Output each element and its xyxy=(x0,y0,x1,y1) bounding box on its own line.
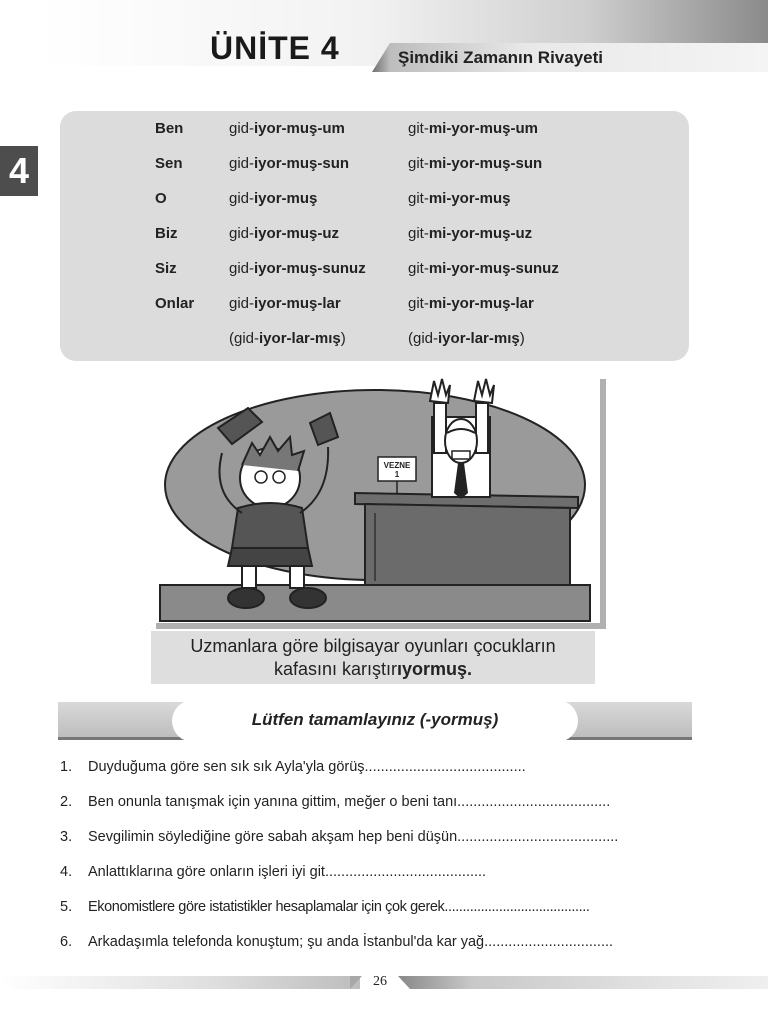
suffix: mi-yor-muş-uz xyxy=(428,225,533,242)
exercise-item xyxy=(60,934,700,954)
suffix: iyor-muş-uz xyxy=(254,225,340,242)
item-number: 1. xyxy=(60,759,73,775)
caption-line: Uzmanlara göre bilgisayar oyunları çocukların xyxy=(190,636,556,656)
conjugation-row xyxy=(60,120,689,140)
stem: gid- xyxy=(229,225,255,242)
conjugation-alt-row xyxy=(60,330,689,350)
suffix: mi-yor-muş-um xyxy=(428,120,539,137)
item-text: Duyduğuma göre sen sık sık Ayla'yla görüş........................................ xyxy=(88,759,526,775)
exercise-title: Lütfen tamamlayınız (-yormuş) xyxy=(251,710,499,729)
suffix: mi-yor-muş-lar xyxy=(428,295,534,312)
suffix: iyor-muş xyxy=(254,190,318,207)
alt-close: ) xyxy=(340,330,346,347)
alt-suffix: iyor-lar-mış xyxy=(438,330,520,347)
unit-title: ÜNİTE 4 xyxy=(210,30,340,66)
exercise-item xyxy=(60,759,700,779)
item-text: Anlattıklarına göre onların işleri iyi git........................................ xyxy=(88,864,487,880)
item-number: 3. xyxy=(60,829,73,845)
cartoon-illustration xyxy=(150,373,600,623)
stem: git- xyxy=(408,295,429,312)
unit-side-tab: 4 xyxy=(0,146,38,196)
stem: git- xyxy=(408,190,429,207)
conjugation-row xyxy=(60,260,689,280)
stem: gid- xyxy=(229,295,255,312)
item-text: Arkadaşımla telefonda konuştum; şu anda İstanbul'da kar yağ................................ xyxy=(88,934,614,950)
item-number: 6. xyxy=(60,934,73,950)
caption-bold: ıyormuş. xyxy=(397,659,473,679)
alt-open: (gid- xyxy=(408,330,439,347)
item-text: Ekonomistlere göre istatistikler hesaplamalar için çok gerek........................................ xyxy=(88,899,590,915)
pronoun: Ben xyxy=(155,120,184,137)
sign-number: 1 xyxy=(394,470,400,479)
suffix: mi-yor-muş-sunuz xyxy=(428,260,559,277)
pronoun: Sen xyxy=(155,155,183,172)
conjugation-row xyxy=(60,295,689,315)
item-number: 4. xyxy=(60,864,73,880)
stem: git- xyxy=(408,155,429,172)
suffix: iyor-muş-sun xyxy=(254,155,350,172)
alt-close: ) xyxy=(519,330,525,347)
stem: gid- xyxy=(229,155,255,172)
footer-band-left xyxy=(0,976,360,989)
exercise-item xyxy=(60,794,700,814)
sign-label: VEZNE xyxy=(383,461,411,470)
item-number: 5. xyxy=(60,899,73,915)
caption-plain: kafasını karıştır xyxy=(273,659,397,679)
suffix: iyor-muş-um xyxy=(254,120,345,137)
conjugation-row xyxy=(60,225,689,245)
illustration-caption xyxy=(151,631,595,684)
conjugation-row xyxy=(60,155,689,175)
item-text: Sevgilimin söylediğine göre sabah akşam hep beni düşün........................................ xyxy=(88,829,619,845)
pronoun: Biz xyxy=(155,225,178,242)
suffix: mi-yor-muş-sun xyxy=(428,155,543,172)
alt-open: (gid- xyxy=(229,330,260,347)
exercise-item xyxy=(60,899,700,919)
page-number: 26 xyxy=(373,974,387,989)
conjugation-row xyxy=(60,190,689,210)
suffix: iyor-muş-lar xyxy=(254,295,341,312)
pronoun: O xyxy=(155,190,167,207)
stem: gid- xyxy=(229,120,255,137)
suffix: mi-yor-muş xyxy=(428,190,511,207)
stem: git- xyxy=(408,120,429,137)
page-subtitle: Şimdiki Zamanın Rivayeti xyxy=(398,48,604,67)
footer-band-right xyxy=(398,976,768,989)
item-number: 2. xyxy=(60,794,73,810)
pronoun: Siz xyxy=(155,260,177,277)
alt-suffix: iyor-lar-mış xyxy=(259,330,341,347)
conjugation-box xyxy=(60,111,689,361)
pronoun: Onlar xyxy=(155,295,195,312)
exercise-item xyxy=(60,829,700,849)
stem: gid- xyxy=(229,260,255,277)
stem: git- xyxy=(408,225,429,242)
stem: git- xyxy=(408,260,429,277)
suffix: iyor-muş-sunuz xyxy=(254,260,366,277)
caption-line xyxy=(151,658,595,681)
exercise-item xyxy=(60,864,700,884)
item-text: Ben onunla tanışmak için yanına gittim, meğer o beni tanı...................................... xyxy=(88,794,611,810)
stem: gid- xyxy=(229,190,255,207)
